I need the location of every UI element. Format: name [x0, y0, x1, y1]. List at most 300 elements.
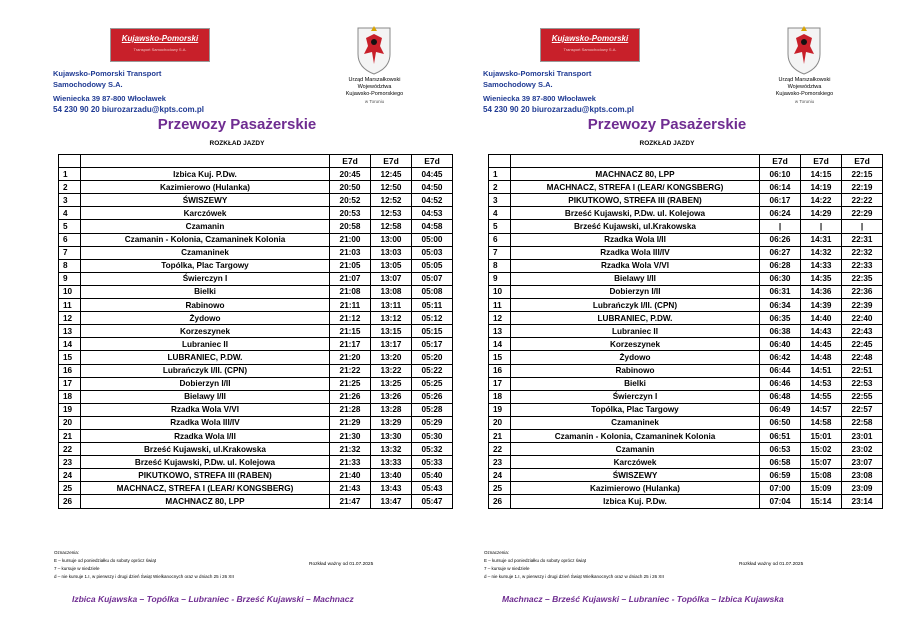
departure-time: 04:45	[412, 168, 453, 181]
row-number: 10	[489, 285, 511, 298]
table-row	[489, 403, 883, 416]
company-contact: 54 230 90 20 biurozarzadu@kpts.com.pl	[483, 105, 634, 114]
timetable	[58, 154, 453, 509]
table-row	[59, 482, 453, 495]
departure-time: 15:08	[801, 469, 842, 482]
row-number: 21	[489, 429, 511, 442]
legend-d: d – nie kursuje 1.I, w pierwszy i drugi dzień Świąt Wielkanocnych oraz w dniach 25 i 26 XII	[54, 574, 234, 579]
departure-time: 13:28	[371, 403, 412, 416]
row-number: 22	[59, 443, 81, 456]
departure-time: 13:17	[371, 338, 412, 351]
departure-time: 20:50	[330, 181, 371, 194]
stop-name: Bielawy I/II	[511, 272, 760, 285]
stop-name: Czamaninek	[81, 246, 330, 259]
departure-time: 21:11	[330, 299, 371, 312]
table-row	[59, 194, 453, 207]
departure-time: 13:26	[371, 390, 412, 403]
departure-time: 05:05	[412, 259, 453, 272]
route-name: Machnacz – Brześć Kujawski – Lubraniec - Topólka – Izbica Kujawska	[502, 594, 784, 604]
departure-time: 13:30	[371, 429, 412, 442]
departure-time: 21:17	[330, 338, 371, 351]
departure-time: 06:46	[760, 377, 801, 390]
stop-name: Czamaninek	[511, 416, 760, 429]
page-title: Przewozy Pasażerskie	[157, 116, 317, 133]
departure-time: 04:58	[412, 220, 453, 233]
table-row	[489, 416, 883, 429]
table-row	[59, 246, 453, 259]
row-number: 5	[489, 220, 511, 233]
voivodeship-line: Województwa	[357, 84, 392, 90]
stop-name: PIKUTKOWO, STREFA III (RABEN)	[511, 194, 760, 207]
row-number: 6	[59, 233, 81, 246]
departure-time: 14:48	[801, 351, 842, 364]
voivodeship-line: w Toruniu	[364, 99, 385, 104]
row-number: 14	[59, 338, 81, 351]
departure-time: 23:09	[842, 482, 883, 495]
departure-time: 15:07	[801, 456, 842, 469]
departure-time: 06:50	[760, 416, 801, 429]
departure-time: 06:17	[760, 194, 801, 207]
timetable	[488, 154, 883, 509]
stop-name: Rzadka Wola I/II	[511, 233, 760, 246]
departure-time: 06:35	[760, 312, 801, 325]
departure-time: 23:14	[842, 495, 883, 508]
row-number: 13	[489, 325, 511, 338]
departure-time: 07:04	[760, 495, 801, 508]
table-row	[489, 325, 883, 338]
table-row	[59, 351, 453, 364]
table-row	[59, 285, 453, 298]
departure-time: 21:12	[330, 312, 371, 325]
table-row	[489, 220, 883, 233]
stop-name: Bielki	[81, 285, 330, 298]
departure-time: 22:48	[842, 351, 883, 364]
departure-time: 23:02	[842, 443, 883, 456]
departure-time: 22:39	[842, 299, 883, 312]
departure-time: 20:58	[330, 220, 371, 233]
table-row	[489, 299, 883, 312]
table-row	[489, 469, 883, 482]
row-number: 17	[59, 377, 81, 390]
departure-time: 14:43	[801, 325, 842, 338]
departure-time: |	[842, 220, 883, 233]
table-row	[59, 220, 453, 233]
stop-name: Bielawy I/II	[81, 390, 330, 403]
table-row	[59, 443, 453, 456]
stop-name: Brześć Kujawski, P.Dw. ul. Kolejowa	[511, 207, 760, 220]
departure-time: 13:20	[371, 351, 412, 364]
table-row	[489, 168, 883, 181]
table-row	[489, 285, 883, 298]
row-number: 26	[489, 495, 511, 508]
validity-note: Rozkład ważny od 01.07.2025	[739, 562, 804, 567]
company-address: Wieniecka 39 87-800 Włocławek	[483, 94, 596, 103]
departure-time: 13:32	[371, 443, 412, 456]
voivodeship-line: w Toruniu	[794, 99, 815, 104]
timetable-body	[59, 168, 453, 508]
departure-time: 21:07	[330, 272, 371, 285]
timetable-panel-right	[452, 0, 882, 631]
table-row	[489, 482, 883, 495]
departure-time: 14:15	[801, 168, 842, 181]
company-logo	[540, 28, 640, 62]
row-number: 9	[489, 272, 511, 285]
stop-name: Karczówek	[511, 456, 760, 469]
stop-name: Brześć Kujawski, P.Dw. ul. Kolejowa	[81, 456, 330, 469]
departure-time: 22:57	[842, 403, 883, 416]
timetable-panel-left	[22, 0, 452, 631]
company-info	[483, 68, 634, 115]
voivodeship-line: Województwa	[787, 84, 822, 90]
departure-time: 06:34	[760, 299, 801, 312]
company-name-2: Samochodowy S.A.	[53, 80, 123, 89]
table-row	[489, 181, 883, 194]
departure-time: 05:40	[412, 469, 453, 482]
timetable-body	[489, 168, 883, 508]
legend-heading: Oznaczenia:	[54, 550, 80, 555]
table-row	[489, 351, 883, 364]
row-number: 24	[59, 469, 81, 482]
row-number: 12	[59, 312, 81, 325]
departure-time: 13:08	[371, 285, 412, 298]
departure-time: 05:33	[412, 456, 453, 469]
table-row	[59, 181, 453, 194]
table-row	[59, 403, 453, 416]
stop-name: Izbica Kuj. P.Dw.	[511, 495, 760, 508]
departure-time: 05:20	[412, 351, 453, 364]
voivodeship-line: Urząd Marszałkowski	[348, 77, 401, 83]
row-number: 8	[489, 259, 511, 272]
header-course: E7d	[760, 155, 801, 168]
departure-time: 14:33	[801, 259, 842, 272]
table-row	[489, 390, 883, 403]
row-number: 18	[59, 390, 81, 403]
legend-seven: 7 – kursuje w niedziele	[484, 566, 530, 571]
stop-name: LUBRANIEC, P.DW.	[511, 312, 760, 325]
company-contact: 54 230 90 20 biurozarzadu@kpts.com.pl	[53, 105, 204, 114]
row-number: 5	[59, 220, 81, 233]
header-stop	[81, 155, 330, 168]
departure-time: 22:33	[842, 259, 883, 272]
table-row	[59, 429, 453, 442]
stop-name: Lubraniec II	[81, 338, 330, 351]
table-row	[59, 469, 453, 482]
departure-time: 06:27	[760, 246, 801, 259]
departure-time: 05:11	[412, 299, 453, 312]
stop-name: Izbica Kuj. P.Dw.	[81, 168, 330, 181]
row-number: 16	[59, 364, 81, 377]
departure-time: 22:51	[842, 364, 883, 377]
row-number: 23	[489, 456, 511, 469]
departure-time: 06:53	[760, 443, 801, 456]
departure-time: 22:35	[842, 272, 883, 285]
departure-time: 06:28	[760, 259, 801, 272]
departure-time: 13:11	[371, 299, 412, 312]
stop-name: Żydowo	[81, 312, 330, 325]
stop-name: Czamanin - Kolonia, Czamaninek Kolonia	[81, 233, 330, 246]
departure-time: 06:14	[760, 181, 801, 194]
departure-time: 05:17	[412, 338, 453, 351]
departure-time: 23:07	[842, 456, 883, 469]
page-title: Przewozy Pasażerskie	[587, 116, 747, 133]
departure-time: 12:50	[371, 181, 412, 194]
departure-time: 13:40	[371, 469, 412, 482]
row-number: 22	[489, 443, 511, 456]
legend-heading: Oznaczenia:	[484, 550, 510, 555]
voivodeship-line: Kujawsko-Pomorskiego	[775, 91, 834, 97]
departure-time: 13:33	[371, 456, 412, 469]
row-number: 9	[59, 272, 81, 285]
departure-time: 05:03	[412, 246, 453, 259]
departure-time: |	[801, 220, 842, 233]
departure-time: 22:55	[842, 390, 883, 403]
row-number: 19	[59, 403, 81, 416]
departure-time: 22:43	[842, 325, 883, 338]
stop-name: ŚWISZEWY	[511, 469, 760, 482]
stop-name: Żydowo	[511, 351, 760, 364]
table-row	[489, 233, 883, 246]
stop-name: Korzeszynek	[511, 338, 760, 351]
table-row	[59, 259, 453, 272]
departure-time: 05:08	[412, 285, 453, 298]
voivodeship-office-label	[752, 77, 857, 105]
departure-time: 04:53	[412, 207, 453, 220]
table-row	[489, 495, 883, 508]
departure-time: 06:31	[760, 285, 801, 298]
departure-time: 14:19	[801, 181, 842, 194]
row-number: 7	[59, 246, 81, 259]
departure-time: 05:12	[412, 312, 453, 325]
table-row	[59, 312, 453, 325]
departure-time: 21:03	[330, 246, 371, 259]
departure-time: 21:20	[330, 351, 371, 364]
departure-time: 06:51	[760, 429, 801, 442]
header-course: E7d	[330, 155, 371, 168]
departure-time: 22:45	[842, 338, 883, 351]
row-number: 8	[59, 259, 81, 272]
coat-of-arms-icon	[784, 24, 824, 76]
table-row	[489, 377, 883, 390]
legend-seven: 7 – kursuje w niedziele	[54, 566, 100, 571]
stop-name: Świerczyn I	[511, 390, 760, 403]
departure-time: 14:22	[801, 194, 842, 207]
departure-time: 14:39	[801, 299, 842, 312]
stop-name: Topólka, Plac Targowy	[511, 403, 760, 416]
departure-time: 12:58	[371, 220, 412, 233]
departure-time: 22:53	[842, 377, 883, 390]
row-number: 25	[489, 482, 511, 495]
stop-name: Dobierzyn I/II	[511, 285, 760, 298]
logo-subtext: Transport Samochodowy S.A.	[133, 47, 187, 52]
departure-time: 14:40	[801, 312, 842, 325]
logo-text: Kujawsko-Pomorski	[551, 34, 629, 43]
departure-time: 05:29	[412, 416, 453, 429]
departure-time: 22:29	[842, 207, 883, 220]
stop-name: Rabinowo	[81, 299, 330, 312]
header-course: E7d	[801, 155, 842, 168]
legend	[54, 549, 434, 581]
departure-time: 14:45	[801, 338, 842, 351]
logo-text: Kujawsko-Pomorski	[121, 34, 199, 43]
stop-name: LUBRANIEC, P.DW.	[81, 351, 330, 364]
row-number: 10	[59, 285, 81, 298]
page-subtitle: ROZKŁAD JAZDY	[639, 140, 695, 147]
departure-time: 06:24	[760, 207, 801, 220]
company-logo	[110, 28, 210, 62]
table-header-row	[59, 155, 453, 168]
stop-name: Rzadka Wola I/II	[81, 429, 330, 442]
header-number	[489, 155, 511, 168]
departure-time: 15:01	[801, 429, 842, 442]
departure-time: 06:30	[760, 272, 801, 285]
departure-time: 14:57	[801, 403, 842, 416]
departure-time: 22:22	[842, 194, 883, 207]
company-name: Kujawsko-Pomorski Transport	[53, 69, 162, 78]
table-row	[489, 456, 883, 469]
header-stop	[511, 155, 760, 168]
departure-time: 14:55	[801, 390, 842, 403]
table-row	[489, 338, 883, 351]
row-number: 11	[489, 299, 511, 312]
departure-time: 12:53	[371, 207, 412, 220]
departure-time: 13:12	[371, 312, 412, 325]
stop-name: ŚWISZEWY	[81, 194, 330, 207]
departure-time: 21:26	[330, 390, 371, 403]
departure-time: 21:29	[330, 416, 371, 429]
stop-name: Kazimierowo (Hulanka)	[511, 482, 760, 495]
row-number: 21	[59, 429, 81, 442]
departure-time: 05:30	[412, 429, 453, 442]
row-number: 12	[489, 312, 511, 325]
table-row	[59, 299, 453, 312]
table-row	[59, 338, 453, 351]
row-number: 14	[489, 338, 511, 351]
row-number: 15	[59, 351, 81, 364]
departure-time: 05:07	[412, 272, 453, 285]
row-number: 18	[489, 390, 511, 403]
stop-name: Lubrańczyk I/II. (CPN)	[81, 364, 330, 377]
stop-name: Świerczyn I	[81, 272, 330, 285]
departure-time: 23:08	[842, 469, 883, 482]
stop-name: Brześć Kujawski, ul.Krakowska	[511, 220, 760, 233]
company-info	[53, 68, 204, 115]
departure-time: 22:19	[842, 181, 883, 194]
legend-e: E – kursuje od poniedziałku do soboty oprócz świąt	[484, 558, 587, 563]
departure-time: 21:43	[330, 482, 371, 495]
departure-time: 05:32	[412, 443, 453, 456]
departure-time: 15:14	[801, 495, 842, 508]
departure-time: 13:07	[371, 272, 412, 285]
departure-time: 13:00	[371, 233, 412, 246]
table-row	[59, 325, 453, 338]
departure-time: 21:25	[330, 377, 371, 390]
departure-time: 15:09	[801, 482, 842, 495]
departure-time: 21:32	[330, 443, 371, 456]
row-number: 4	[59, 207, 81, 220]
departure-time: 05:22	[412, 364, 453, 377]
header-number	[59, 155, 81, 168]
departure-time: 12:45	[371, 168, 412, 181]
stop-name: Bielki	[511, 377, 760, 390]
table-row	[59, 456, 453, 469]
row-number: 25	[59, 482, 81, 495]
row-number: 2	[59, 181, 81, 194]
table-row	[59, 272, 453, 285]
departure-time: 14:51	[801, 364, 842, 377]
company-name: Kujawsko-Pomorski Transport	[483, 69, 592, 78]
table-row	[489, 364, 883, 377]
header-course: E7d	[371, 155, 412, 168]
stop-name: Dobierzyn I/II	[81, 377, 330, 390]
departure-time: 06:49	[760, 403, 801, 416]
departure-time: 22:31	[842, 233, 883, 246]
stop-name: MACHNACZ 80, LPP	[511, 168, 760, 181]
table-row	[489, 272, 883, 285]
stop-name: Rabinowo	[511, 364, 760, 377]
departure-time: 22:32	[842, 246, 883, 259]
departure-time: 05:26	[412, 390, 453, 403]
table-header-row	[489, 155, 883, 168]
voivodeship-office-label	[322, 77, 427, 105]
row-number: 13	[59, 325, 81, 338]
voivodeship-line: Kujawsko-Pomorskiego	[345, 91, 404, 97]
table-row	[489, 259, 883, 272]
departure-time: 06:26	[760, 233, 801, 246]
stop-name: Lubraniec II	[511, 325, 760, 338]
validity-note: Rozkład ważny od 01.07.2025	[309, 562, 374, 567]
departure-time: 05:00	[412, 233, 453, 246]
table-row	[489, 312, 883, 325]
legend-e: E – kursuje od poniedziałku do soboty oprócz świąt	[54, 558, 157, 563]
departure-time: 21:47	[330, 495, 371, 508]
departure-time: 20:45	[330, 168, 371, 181]
departure-time: 04:50	[412, 181, 453, 194]
departure-time: 05:15	[412, 325, 453, 338]
departure-time: 20:53	[330, 207, 371, 220]
row-number: 7	[489, 246, 511, 259]
table-row	[489, 246, 883, 259]
legend	[484, 549, 864, 581]
header-course: E7d	[412, 155, 453, 168]
departure-time: 21:40	[330, 469, 371, 482]
table-row	[59, 364, 453, 377]
departure-time: 21:00	[330, 233, 371, 246]
stop-name: Rzadka Wola III/IV	[81, 416, 330, 429]
departure-time: 06:59	[760, 469, 801, 482]
departure-time: 12:52	[371, 194, 412, 207]
row-number: 3	[489, 194, 511, 207]
row-number: 20	[59, 416, 81, 429]
stop-name: Czamanin	[511, 443, 760, 456]
departure-time: 06:48	[760, 390, 801, 403]
row-number: 1	[489, 168, 511, 181]
table-row	[59, 416, 453, 429]
departure-time: 13:29	[371, 416, 412, 429]
route-name: Izbica Kujawska – Topólka – Lubraniec - Brześć Kujawski – Machnacz	[72, 594, 354, 604]
row-number: 19	[489, 403, 511, 416]
company-name-2: Samochodowy S.A.	[483, 80, 553, 89]
row-number: 16	[489, 364, 511, 377]
stop-name: Rzadka Wola V/VI	[511, 259, 760, 272]
logo-subtext: Transport Samochodowy S.A.	[563, 47, 617, 52]
departure-time: 21:28	[330, 403, 371, 416]
departure-time: 21:05	[330, 259, 371, 272]
stop-name: Korzeszynek	[81, 325, 330, 338]
table-row	[59, 168, 453, 181]
row-number: 23	[59, 456, 81, 469]
departure-time: 05:47	[412, 495, 453, 508]
departure-time: 14:29	[801, 207, 842, 220]
